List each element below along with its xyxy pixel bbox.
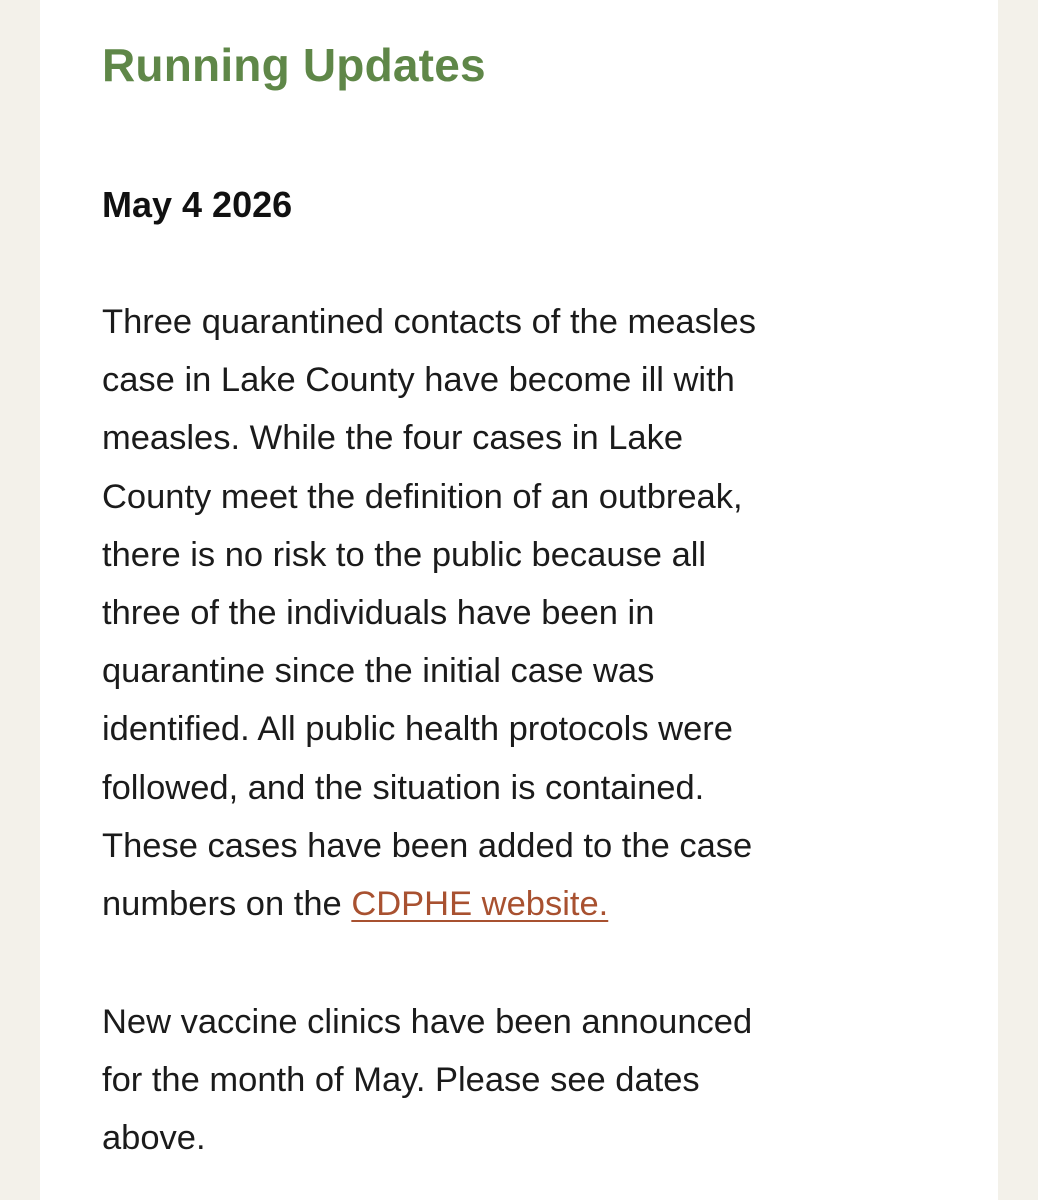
paragraph-line: These cases have been added to the case xyxy=(102,826,753,865)
paragraph-line-with-link xyxy=(102,875,942,933)
page-background-left xyxy=(0,0,40,1200)
page-background-right xyxy=(998,0,1038,1200)
cdphe-website-link[interactable]: CDPHE website. xyxy=(351,885,609,924)
paragraph-line: identified. All public health protocols were xyxy=(102,710,733,749)
paragraph-line: quarantine since the initial case was xyxy=(102,652,655,691)
update-paragraph-vaccine-clinics xyxy=(102,993,942,1168)
paragraph-line: County meet the definition of an outbreak, xyxy=(102,477,743,516)
paragraph-line: New vaccine clinics have been announced xyxy=(102,1003,753,1041)
paragraph-line: for the month of May. Please see dates xyxy=(102,1061,700,1100)
paragraph-line: case in Lake County have become ill with xyxy=(102,361,735,400)
section-title: Running Updates xyxy=(102,39,486,91)
paragraph-line: Three quarantined contacts of the measles xyxy=(102,303,756,341)
update-paragraph-measles xyxy=(102,293,942,933)
content-card xyxy=(40,0,998,1200)
paragraph-line: three of the individuals have been in xyxy=(102,594,655,633)
paragraph-line: above. xyxy=(102,1119,206,1158)
paragraph-line-prefix: numbers on the xyxy=(102,885,352,924)
paragraph-line: measles. While the four cases in Lake xyxy=(102,419,684,458)
paragraph-line: followed, and the situation is contained. xyxy=(102,768,705,807)
update-date: May 4 2026 xyxy=(102,184,293,225)
paragraph-line: there is no risk to the public because all xyxy=(102,535,707,574)
